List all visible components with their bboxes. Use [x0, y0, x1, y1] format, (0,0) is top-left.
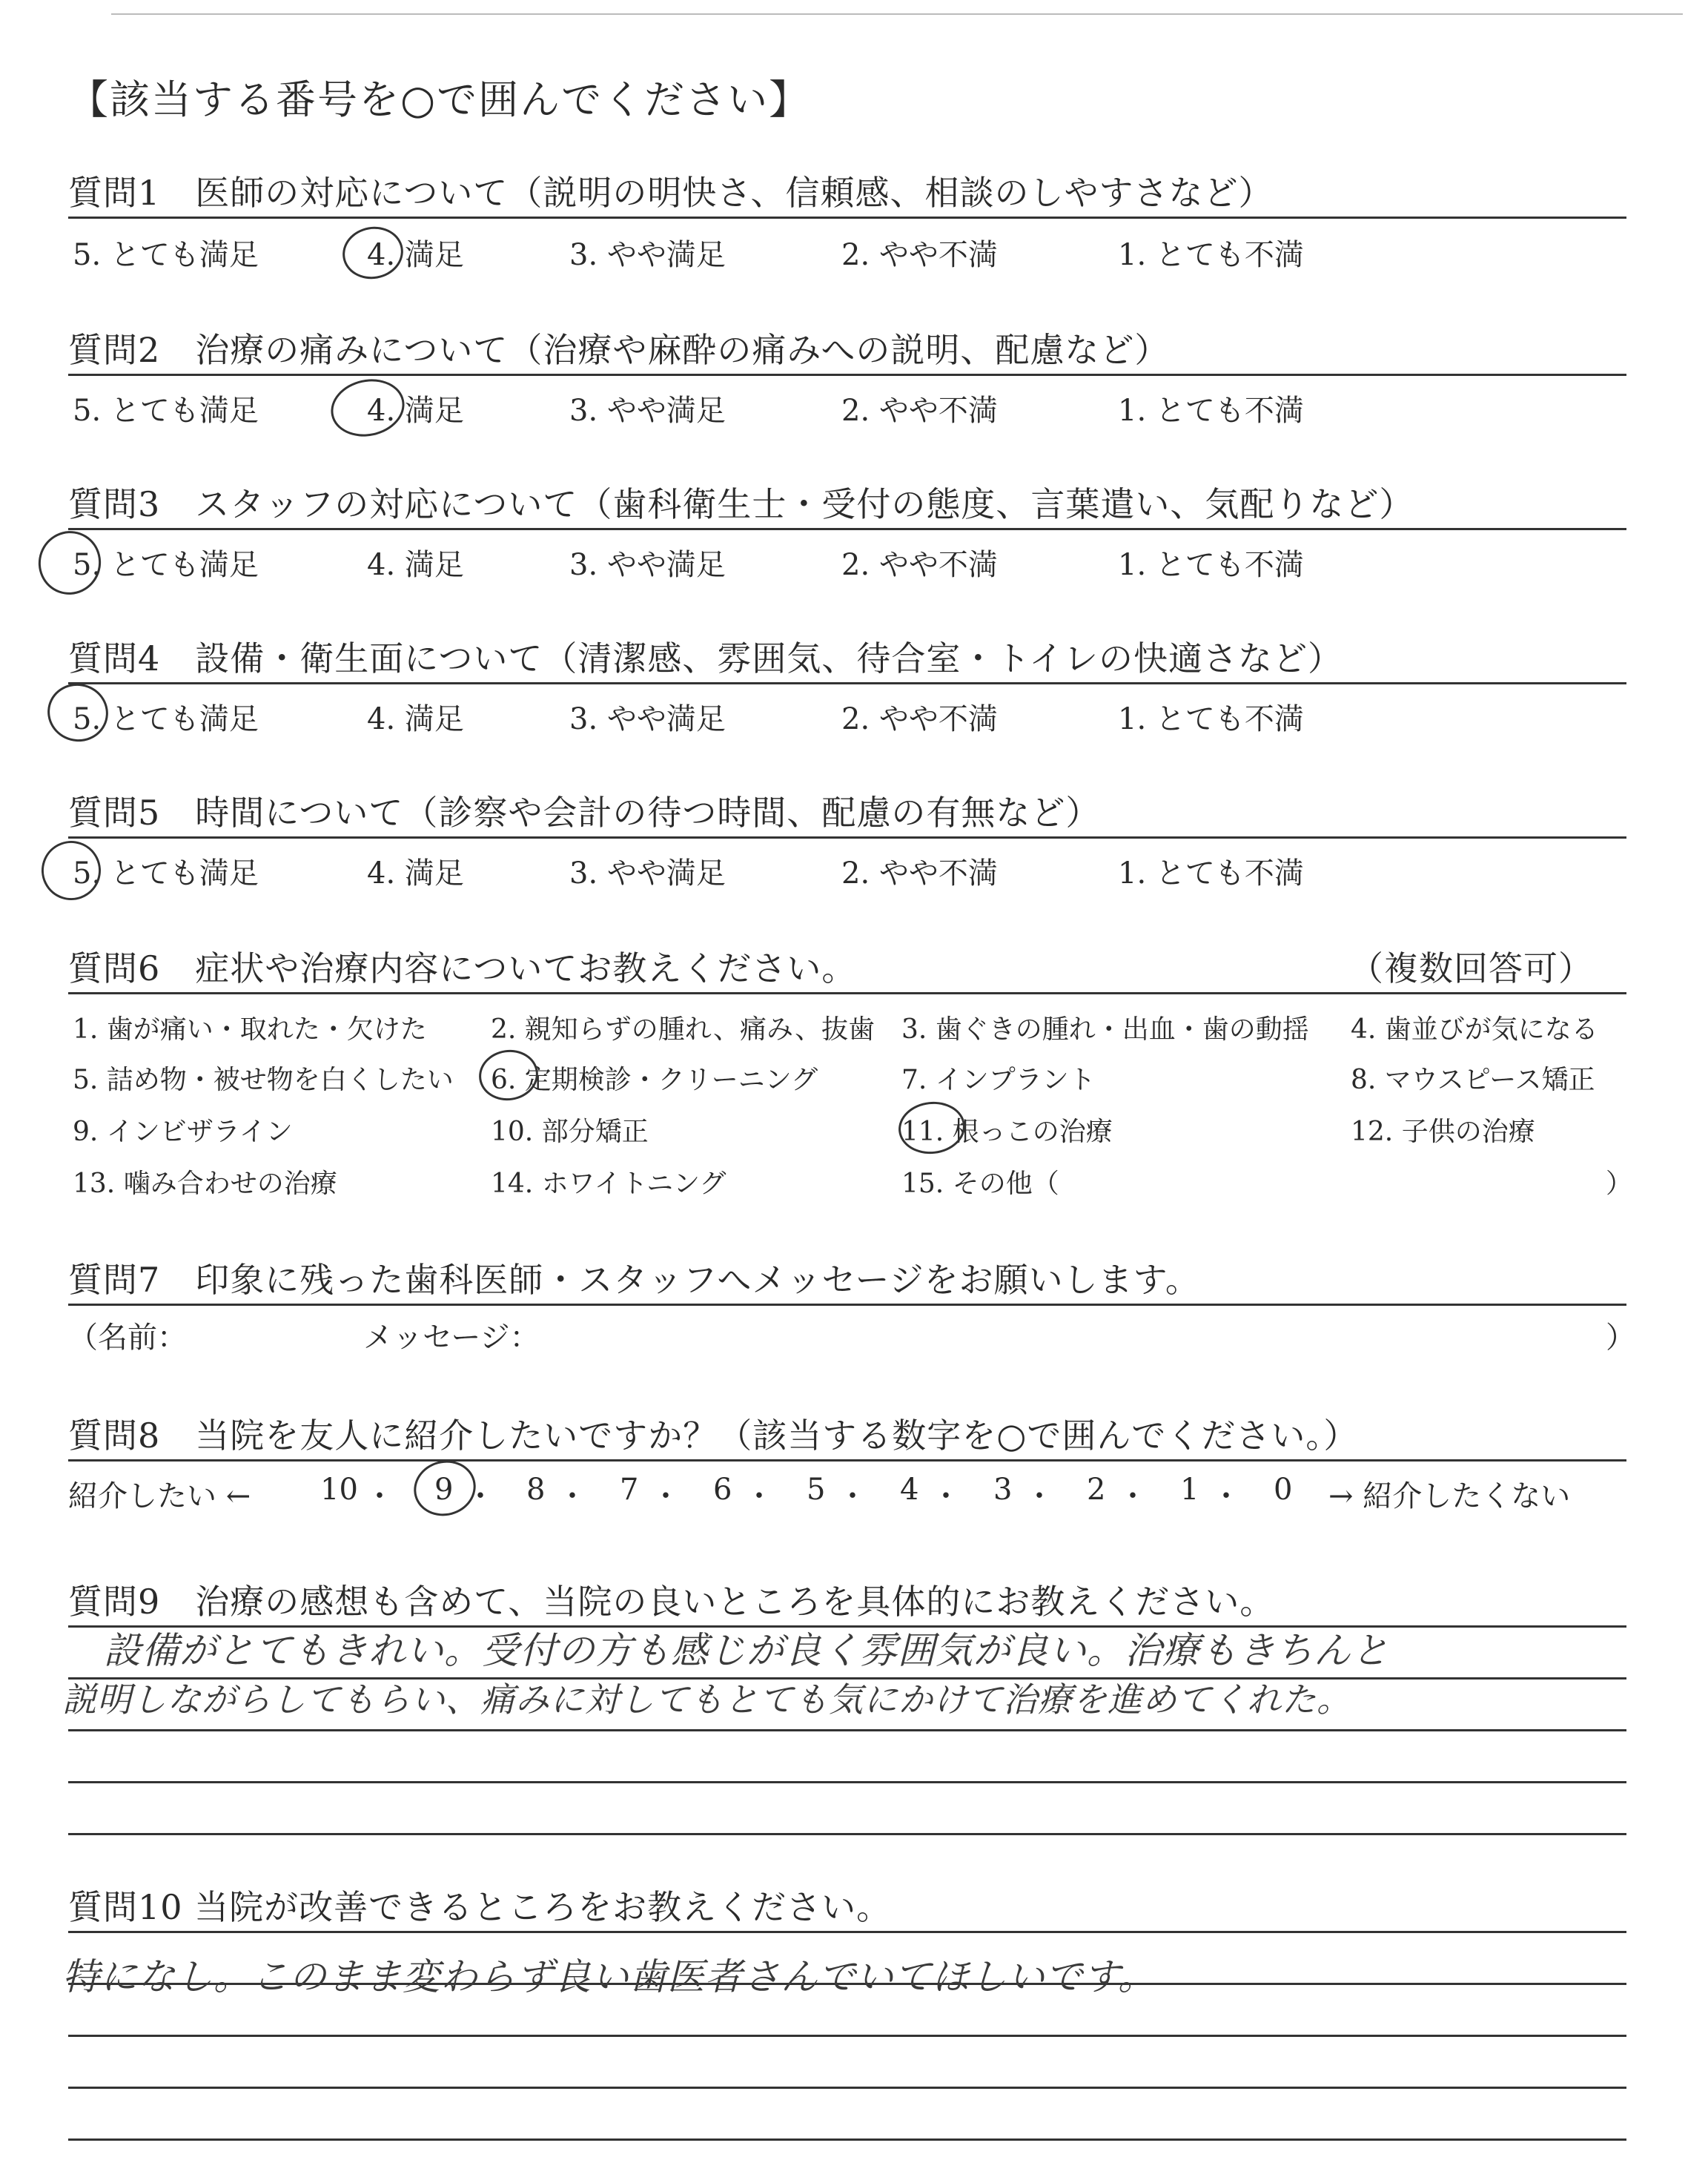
q8-separator: ・ [651, 1479, 681, 1513]
page-heading: 【該当する番号を○で囲んでください】 [68, 76, 811, 123]
q6-option-7[interactable]: 7. インプラント [901, 1065, 1096, 1095]
q8-separator: ・ [1025, 1479, 1054, 1513]
q8-scale-4[interactable]: 4 [900, 1473, 919, 1507]
q1-option-3[interactable]: 3. やや満足 [569, 238, 726, 272]
q6-option-10[interactable]: 10. 部分矯正 [491, 1117, 649, 1147]
q5-option-4[interactable]: 4. 満足 [367, 856, 464, 891]
q6-option-15-close: ） [1606, 1169, 1633, 1199]
q2-option-3[interactable]: 3. やや満足 [569, 394, 726, 428]
q2-rule [68, 374, 1626, 376]
q5-option-1[interactable]: 1. とても不満 [1118, 856, 1304, 891]
q1-option-1[interactable]: 1. とても不満 [1118, 238, 1304, 272]
q6-option-1[interactable]: 1. 歯が痛い・取れた・欠けた [73, 1014, 427, 1045]
q4-title: 質問4 設備・衛生面について（清潔感、雰囲気、待合室・トイレの快適さなど） [68, 638, 1343, 678]
q4-option-2[interactable]: 2. やや不満 [841, 702, 998, 736]
q10-rule-3 [68, 2035, 1626, 2037]
q3-rule [68, 528, 1626, 530]
q2-selection-circle [325, 372, 410, 443]
q1-option-2[interactable]: 2. やや不満 [841, 238, 998, 272]
q4-option-5[interactable]: 5. とても満足 [73, 702, 259, 736]
q8-scale-3[interactable]: 3 [993, 1473, 1013, 1507]
q5-option-3[interactable]: 3. やや満足 [569, 856, 726, 891]
q8-rule [68, 1459, 1626, 1462]
q8-scale-5[interactable]: 5 [807, 1473, 826, 1507]
q8-scale-8[interactable]: 8 [526, 1473, 546, 1507]
q3-option-1[interactable]: 1. とても不満 [1118, 548, 1304, 582]
q8-separator: ・ [466, 1479, 495, 1513]
q1-option-4[interactable]: 4. 満足 [367, 238, 464, 272]
q6-note: （複数回答可） [1349, 948, 1593, 988]
q8-right-label: → 紹介したくない [1328, 1479, 1571, 1513]
q3-option-4[interactable]: 4. 満足 [367, 548, 464, 582]
q8-separator: ・ [838, 1479, 867, 1513]
scan-top-edge [111, 13, 1683, 15]
q8-separator: ・ [557, 1479, 587, 1513]
q8-separator: ・ [1118, 1479, 1148, 1513]
q6-option-11[interactable]: 11. 根っこの治療 [901, 1117, 1113, 1147]
q6-option-12[interactable]: 12. 子供の治療 [1351, 1117, 1535, 1147]
q1-option-5[interactable]: 5. とても満足 [73, 238, 259, 272]
q5-rule [68, 836, 1626, 839]
q4-rule [68, 682, 1626, 684]
q6-option-6[interactable]: 6. 定期検診・クリーニング [491, 1065, 818, 1095]
q8-separator: ・ [1211, 1479, 1241, 1513]
q6-option-2[interactable]: 2. 親知らずの腫れ、痛み、抜歯 [491, 1014, 875, 1045]
q7-close-paren: ） [1606, 1321, 1635, 1355]
q8-scale-6[interactable]: 6 [713, 1473, 732, 1507]
q2-option-1[interactable]: 1. とても不満 [1118, 394, 1304, 428]
q8-separator: ・ [744, 1479, 774, 1513]
q6-title: 質問6 症状や治療内容についてお教えください。 [68, 948, 857, 988]
q3-title: 質問3 スタッフの対応について（歯科衛生士・受付の態度、言葉遣い、気配りなど） [68, 484, 1414, 524]
q8-scale-9[interactable]: 9 [434, 1473, 454, 1507]
q7-title: 質問7 印象に残った歯科医師・スタッフへメッセージをお願いします。 [68, 1260, 1200, 1300]
q5-option-5[interactable]: 5. とても満足 [73, 856, 259, 891]
q10-answer-line-1[interactable]: 特になし。このまま変わらず良い歯医者さんでいてほしいです。 [62, 1955, 1156, 1998]
q6-option-9[interactable]: 9. インビザライン [73, 1117, 293, 1147]
q4-option-4[interactable]: 4. 満足 [367, 702, 464, 736]
q2-option-4[interactable]: 4. 満足 [367, 394, 464, 428]
q8-scale-2[interactable]: 2 [1087, 1473, 1106, 1507]
q6-option-8[interactable]: 8. マウスピース矯正 [1351, 1065, 1595, 1095]
q3-selection-circle [30, 522, 110, 604]
q10-rule-5 [68, 2138, 1626, 2141]
q3-option-5[interactable]: 5. とても満足 [73, 548, 259, 582]
q9-title: 質問9 治療の感想も含めて、当院の良いところを具体的にお教えください。 [68, 1582, 1275, 1622]
q7-rule [68, 1304, 1626, 1306]
q5-selection-circle [34, 833, 109, 908]
q8-scale-10[interactable]: 10 [320, 1473, 358, 1507]
q8-scale-7[interactable]: 7 [620, 1473, 639, 1507]
q8-left-label: 紹介したい ← [68, 1479, 251, 1513]
q2-option-5[interactable]: 5. とても満足 [73, 394, 259, 428]
q8-scale-0[interactable]: 0 [1274, 1473, 1293, 1507]
q6-option-15[interactable]: 15. その他（ [901, 1169, 1059, 1199]
q8-separator: ・ [931, 1479, 961, 1513]
q9-answer-line-1[interactable]: 設備がとてもきれい。受付の方も感じが良く雰囲気が良い。治療もきちんと [104, 1629, 1389, 1672]
q9-rule-4 [68, 1781, 1626, 1783]
q10-title: 質問10 当院が改善できるところをお教えください。 [68, 1887, 892, 1927]
q3-option-2[interactable]: 2. やや不満 [841, 548, 998, 582]
q5-option-2[interactable]: 2. やや不満 [841, 856, 998, 891]
q6-option-5[interactable]: 5. 詰め物・被せ物を白くしたい [73, 1065, 454, 1095]
q6-option-4[interactable]: 4. 歯並びが気になる [1351, 1014, 1598, 1045]
q8-title: 質問8 当院を友人に紹介したいですか？（該当する数字を○で囲んでください。） [68, 1416, 1359, 1456]
q8-scale-1[interactable]: 1 [1180, 1473, 1199, 1507]
q9-rule-3 [68, 1729, 1626, 1731]
q3-option-3[interactable]: 3. やや満足 [569, 548, 726, 582]
q9-rule-5 [68, 1833, 1626, 1835]
q10-rule-4 [68, 2087, 1626, 2089]
q4-option-3[interactable]: 3. やや満足 [569, 702, 726, 736]
q2-title: 質問2 治療の痛みについて（治療や麻酔の痛みへの説明、配慮など） [68, 330, 1170, 370]
q6-option-14[interactable]: 14. ホワイトニング [491, 1169, 726, 1199]
q1-title: 質問1 医師の対応について（説明の明快さ、信頼感、相談のしやすさなど） [68, 173, 1274, 213]
q5-title: 質問5 時間について（診察や会計の待つ時間、配慮の有無など） [68, 793, 1101, 833]
q6-rule [68, 992, 1626, 994]
q8-separator: ・ [365, 1479, 394, 1513]
q7-name-label[interactable]: （名前： [68, 1321, 187, 1355]
q6-option-13[interactable]: 13. 噛み合わせの治療 [73, 1169, 337, 1199]
q10-rule-1 [68, 1931, 1626, 1933]
q7-message-label[interactable]: メッセージ： [363, 1321, 540, 1355]
q9-answer-line-2[interactable]: 説明しながらしてもらい、痛みに対してもとても気にかけて治療を進めてくれた。 [62, 1680, 1351, 1720]
q2-option-2[interactable]: 2. やや不満 [841, 394, 998, 428]
q4-option-1[interactable]: 1. とても不満 [1118, 702, 1304, 736]
q6-option-3[interactable]: 3. 歯ぐきの腫れ・出血・歯の動揺 [901, 1014, 1309, 1045]
q1-rule [68, 217, 1626, 219]
